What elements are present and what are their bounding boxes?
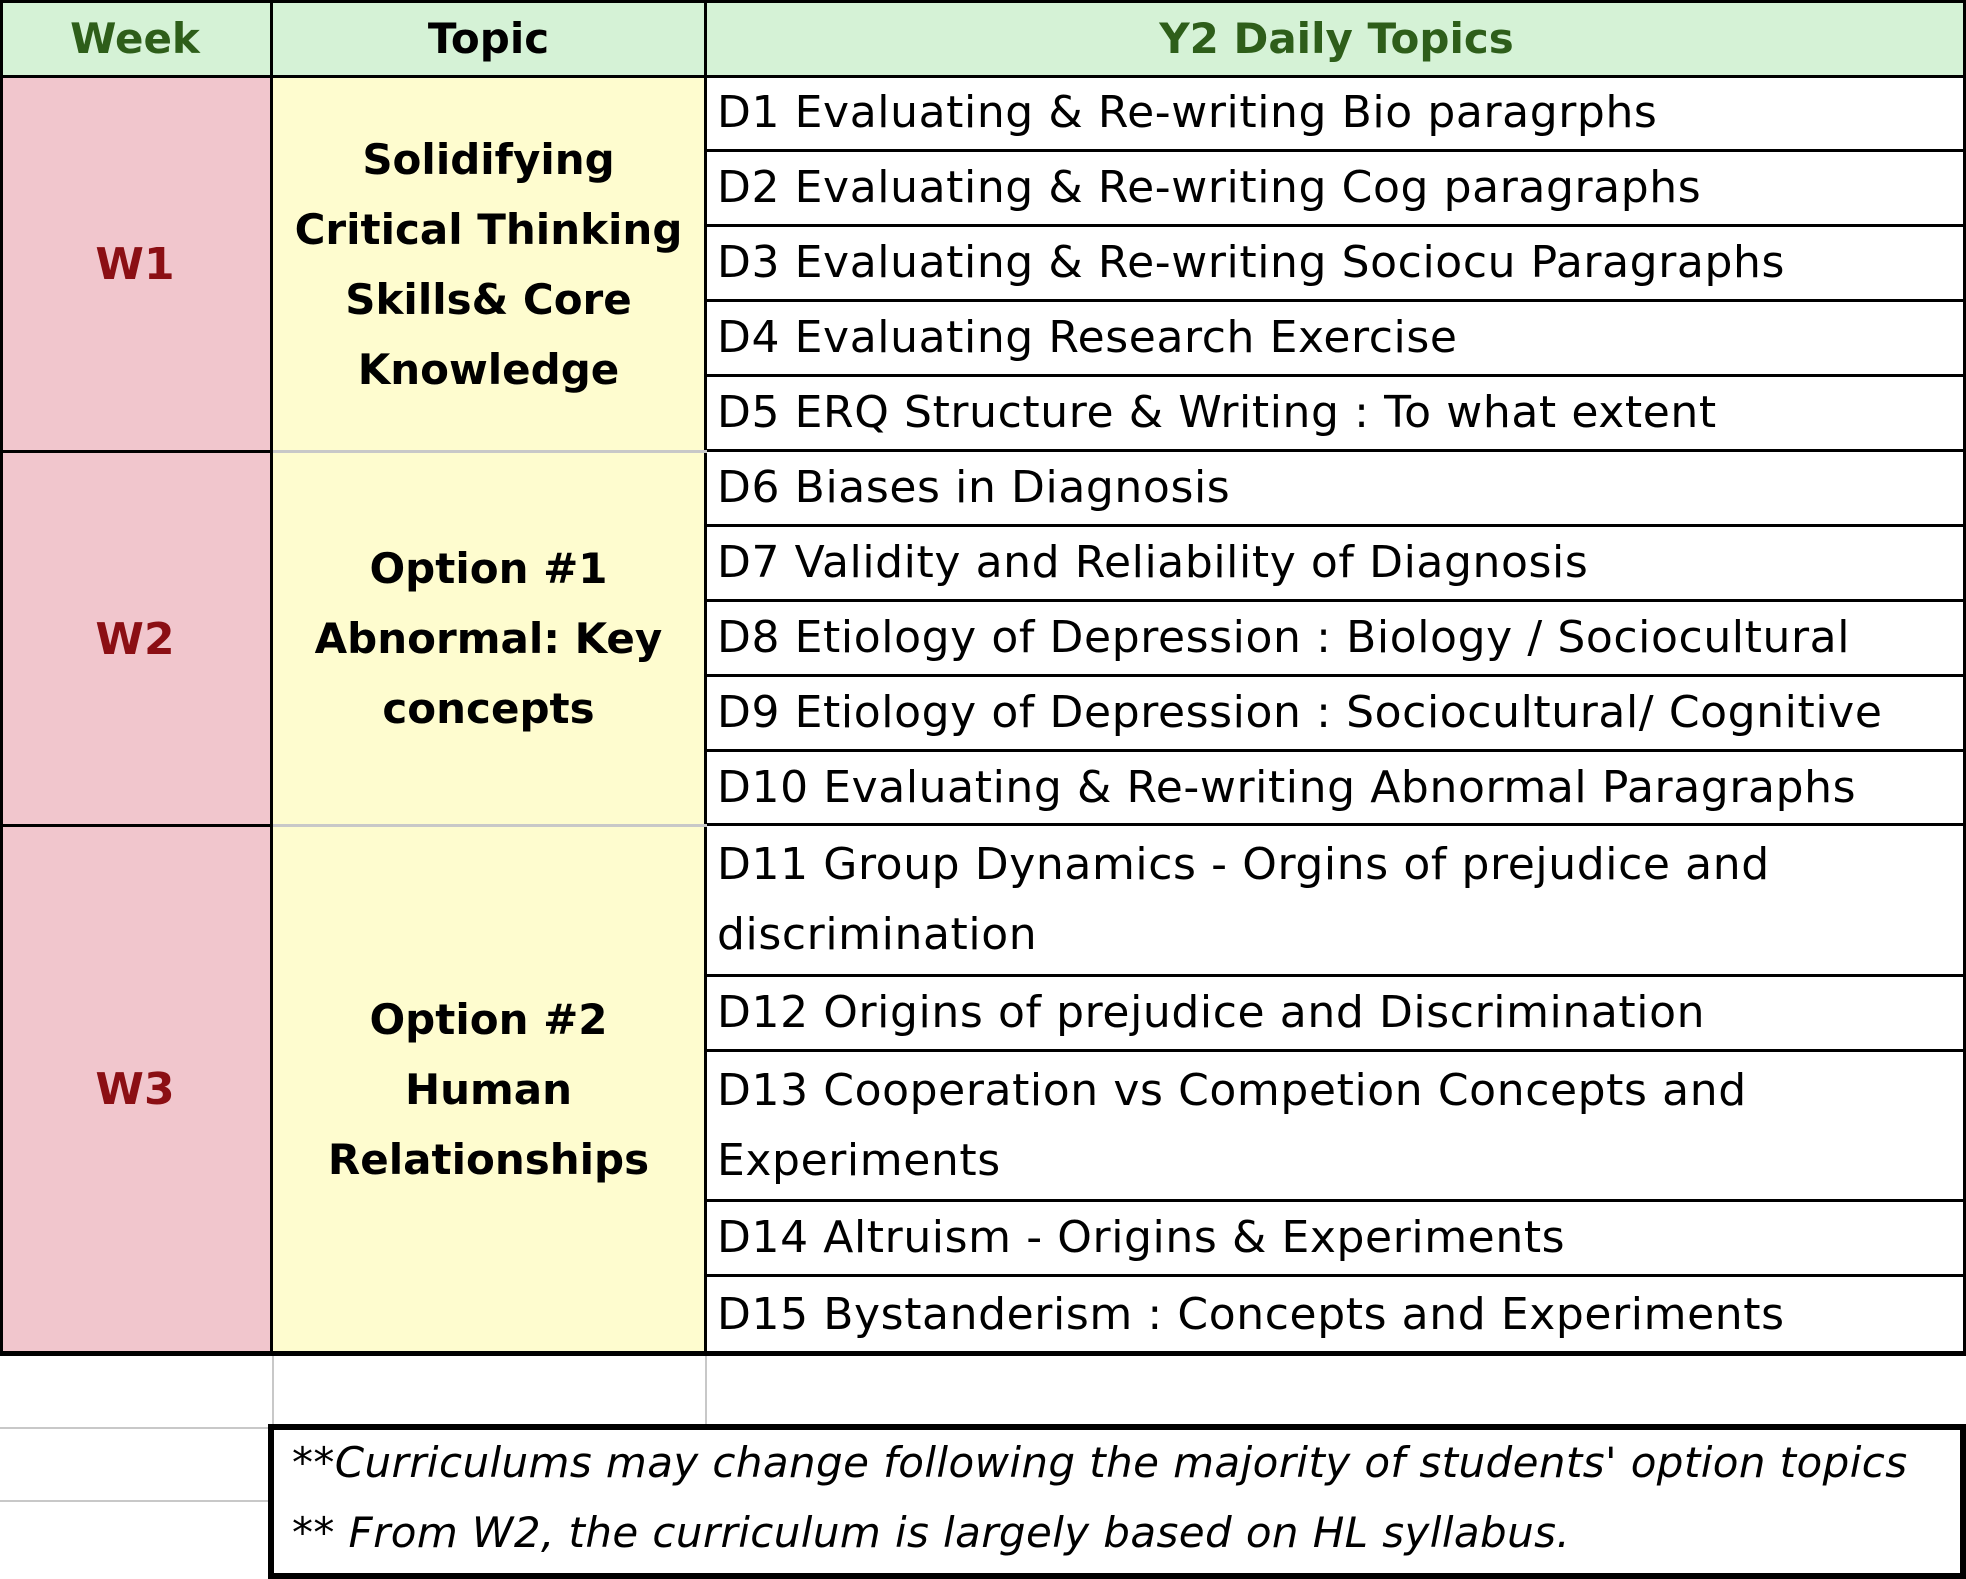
- day-row-d7: [707, 527, 1966, 602]
- day-text: D4 Evaluating Research Exercise: [717, 312, 1458, 363]
- day-text: D2 Evaluating & Re-writing Cog paragraphs: [717, 162, 1702, 213]
- day-text: D7 Validity and Reliability of Diagnosis: [717, 537, 1589, 588]
- week-topic-w2: [273, 452, 707, 826]
- week-topic-w3-text: Option #2 Human Relationships: [327, 994, 650, 1184]
- day-text: D14 Altruism - Origins & Experiments: [717, 1212, 1566, 1263]
- day-text: D12 Origins of prejudice and Discrimination: [717, 987, 1706, 1038]
- day-row-d10: [707, 752, 1966, 826]
- table-left-border: [0, 0, 3, 1353]
- header-week: Week: [0, 0, 273, 77]
- week-topic-w2-text: Option #1 Abnormal: Key concepts: [314, 544, 663, 733]
- day-row-d8: [707, 602, 1966, 677]
- day-text: D8 Etiology of Depression : Biology / Sociocultural: [717, 612, 1851, 663]
- day-row-d13: [707, 1052, 1966, 1202]
- day-row-d5: [707, 377, 1966, 452]
- note-line-1: **Curriculums may change following the majority of students' option topics: [292, 1438, 1908, 1487]
- header-daily-topics: Y2 Daily Topics: [707, 0, 1966, 77]
- day-row-d6: [707, 452, 1966, 527]
- day-row-d9: [707, 677, 1966, 752]
- day-row-d4: [707, 302, 1966, 377]
- day-text: D6 Biases in Diagnosis: [717, 462, 1231, 513]
- day-text: D15 Bystanderism : Concepts and Experiments: [717, 1289, 1785, 1340]
- week-label-w2: W2: [0, 452, 273, 826]
- day-row-d15: [707, 1277, 1966, 1353]
- day-row-d2: [707, 152, 1966, 227]
- day-row-d1: [707, 77, 1966, 152]
- day-text: D9 Etiology of Depression : Sociocultural/ Cognitive: [717, 687, 1883, 738]
- day-text: D5 ERQ Structure & Writing : To what extent: [717, 387, 1717, 438]
- day-text: D3 Evaluating & Re-writing Sociocu Paragraphs: [717, 237, 1785, 288]
- gridline-h1: [0, 1427, 272, 1429]
- day-text: D11 Group Dynamics - Orgins of prejudice and discrimination: [717, 839, 1770, 960]
- table-bottom-border: [0, 1351, 1966, 1356]
- day-text: D1 Evaluating & Re-writing Bio paragrphs: [717, 87, 1658, 138]
- day-row-d12: [707, 977, 1966, 1052]
- notes-box: [268, 1424, 1966, 1579]
- note-line-2: ** From W2, the curriculum is largely based on HL syllabus.: [292, 1508, 1571, 1557]
- day-row-d11: [707, 826, 1966, 977]
- header-topic: Topic: [273, 0, 707, 77]
- week-topic-w1-text: Solidifying Critical Thinking Skills& Core Knowledge: [294, 134, 683, 394]
- week-topic-w3: [273, 826, 707, 1353]
- week-topic-w1: [273, 77, 707, 452]
- gridline-h2: [0, 1500, 272, 1502]
- day-text: D13 Cooperation vs Competion Concepts and Experiments: [717, 1064, 1747, 1186]
- week-label-w1: W1: [0, 77, 273, 452]
- header-bottom-border: [0, 75, 1966, 78]
- gridline-v2: [705, 1356, 707, 1426]
- day-row-d3: [707, 227, 1966, 302]
- week2-divider-week-col: [0, 824, 273, 827]
- table-top-border: [0, 0, 1966, 3]
- day-text: D10 Evaluating & Re-writing Abnormal Paragraphs: [717, 761, 1857, 813]
- week-label-w3: W3: [0, 826, 273, 1353]
- week1-divider-week-col: [0, 450, 273, 453]
- day-row-d14: [707, 1202, 1966, 1277]
